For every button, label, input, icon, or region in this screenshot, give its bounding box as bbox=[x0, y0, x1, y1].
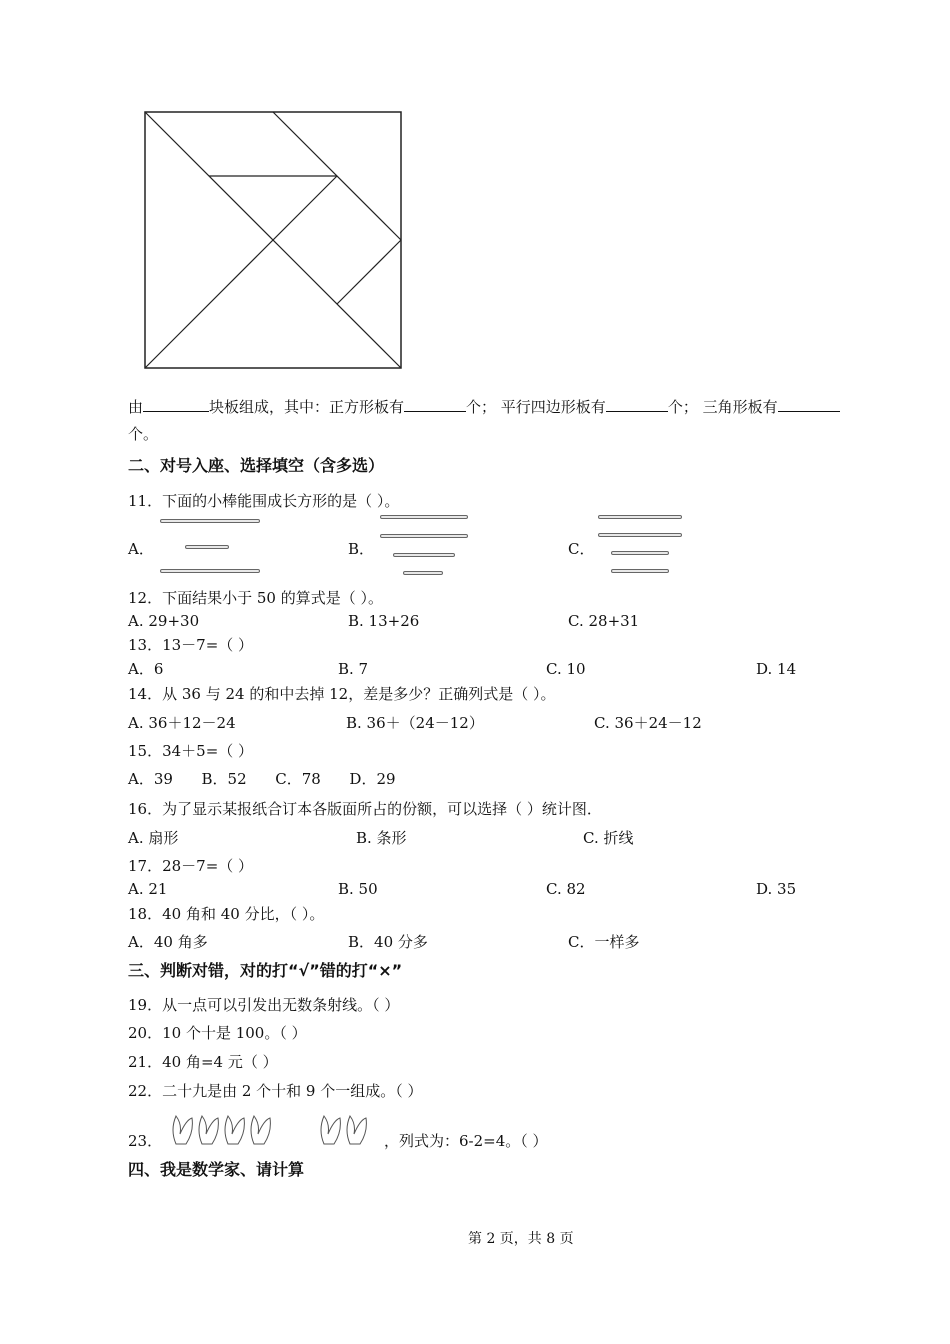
judge-question: 21．40 角=4 元（ ） bbox=[128, 1053, 278, 1071]
section-title: 三、判断对错，对的打“√”错的打“×” bbox=[128, 961, 403, 980]
fill-text: 块板组成，其中：正方形板有 bbox=[209, 398, 405, 416]
option-a[interactable]: A. 36＋12－24 bbox=[128, 714, 236, 732]
option-a[interactable]: A．40 角多 bbox=[128, 933, 208, 951]
option-b[interactable]: B. 50 bbox=[338, 880, 378, 898]
fill-text: 个； 三角形板有 bbox=[667, 398, 778, 416]
option-c[interactable]: C. 36＋24－12 bbox=[594, 714, 702, 732]
fill-text: 个。 bbox=[128, 425, 159, 443]
judge-question: 22．二十九是由 2 个十和 9 个一组成。（ ） bbox=[128, 1082, 423, 1100]
tangram-fill-line bbox=[128, 396, 840, 417]
option-d[interactable]: D. 14 bbox=[756, 660, 797, 678]
option-a[interactable]: A． bbox=[128, 540, 154, 558]
stick-icon bbox=[160, 519, 260, 523]
judge-question: 19．从一点可以引发出无数条射线。（ ） bbox=[128, 996, 400, 1014]
stick-icon bbox=[380, 534, 468, 538]
question-stem: 11．下面的小棒能围成长方形的是（ ）。 bbox=[128, 492, 400, 510]
question-stem: 17．28－7=（ ） bbox=[128, 857, 254, 875]
question-stem: 13．13－7=（ ） bbox=[128, 636, 254, 654]
option-b[interactable]: B．40 分多 bbox=[348, 933, 428, 951]
option-b[interactable]: B. 条形 bbox=[356, 829, 407, 847]
stick-icon bbox=[185, 545, 229, 549]
option-c[interactable]: C． bbox=[568, 540, 595, 558]
option-a[interactable]: A. 29+30 bbox=[128, 612, 200, 630]
judge-question-number: 23． bbox=[128, 1132, 163, 1150]
page-footer: 第 2 页，共 8 页 bbox=[468, 1231, 574, 1247]
answer-blank[interactable] bbox=[143, 396, 209, 412]
answer-blank[interactable] bbox=[404, 396, 466, 412]
stick-icon bbox=[598, 515, 682, 519]
option-c[interactable]: C. 82 bbox=[546, 880, 586, 898]
option-a[interactable]: A. 21 bbox=[128, 880, 168, 898]
stick-icon bbox=[380, 515, 468, 519]
judge-question: ，列式为：6-2=4。（ ） bbox=[384, 1132, 548, 1150]
question-stem: 15．34＋5=（ ） bbox=[128, 742, 254, 760]
stick-icon bbox=[403, 571, 443, 575]
option-d[interactable]: D. 35 bbox=[756, 880, 797, 898]
question-stem: 14．从 36 与 24 的和中去掉 12，差是多少？正确列式是（ ）。 bbox=[128, 685, 556, 703]
section-title: 二、对号入座、选择填空（含多选） bbox=[128, 456, 385, 475]
option-a[interactable]: A. 扇形 bbox=[128, 829, 179, 847]
options-row[interactable]: A．39 B．52 C．78 D．29 bbox=[128, 770, 396, 788]
stick-icon bbox=[393, 553, 455, 557]
option-b[interactable]: B． bbox=[348, 540, 375, 558]
answer-blank[interactable] bbox=[778, 396, 840, 412]
judge-question: 20．10 个十是 100。（ ） bbox=[128, 1024, 307, 1042]
stick-icon bbox=[160, 569, 260, 573]
option-a[interactable]: A．6 bbox=[128, 660, 164, 678]
fill-text: 由 bbox=[128, 398, 144, 416]
option-b[interactable]: B. 36＋（24－12） bbox=[346, 714, 484, 732]
question-stem: 12．下面结果小于 50 的算式是（ ）。 bbox=[128, 589, 383, 607]
fill-text: 个； 平行四边形板有 bbox=[466, 398, 606, 416]
stick-icon bbox=[598, 533, 682, 537]
stick-icon bbox=[611, 569, 669, 573]
option-b[interactable]: B. 7 bbox=[338, 660, 369, 678]
option-b[interactable]: B. 13+26 bbox=[348, 612, 420, 630]
option-c[interactable]: C. 折线 bbox=[583, 829, 634, 847]
question-stem: 18．40 角和 40 分比，（ ）。 bbox=[128, 905, 325, 923]
tangram-figure bbox=[140, 108, 406, 370]
section-title: 四、我是数学家、请计算 bbox=[128, 1160, 305, 1179]
stick-icon bbox=[611, 551, 669, 555]
option-c[interactable]: C. 28+31 bbox=[568, 612, 640, 630]
option-c[interactable]: C. 10 bbox=[546, 660, 586, 678]
question-stem: 16．为了显示某报纸合订本各版面所占的份额，可以选择（ ）统计图． bbox=[128, 800, 602, 818]
option-c[interactable]: C．一样多 bbox=[568, 933, 640, 951]
cabbage-picture-icon bbox=[162, 1108, 382, 1148]
answer-blank[interactable] bbox=[606, 396, 668, 412]
